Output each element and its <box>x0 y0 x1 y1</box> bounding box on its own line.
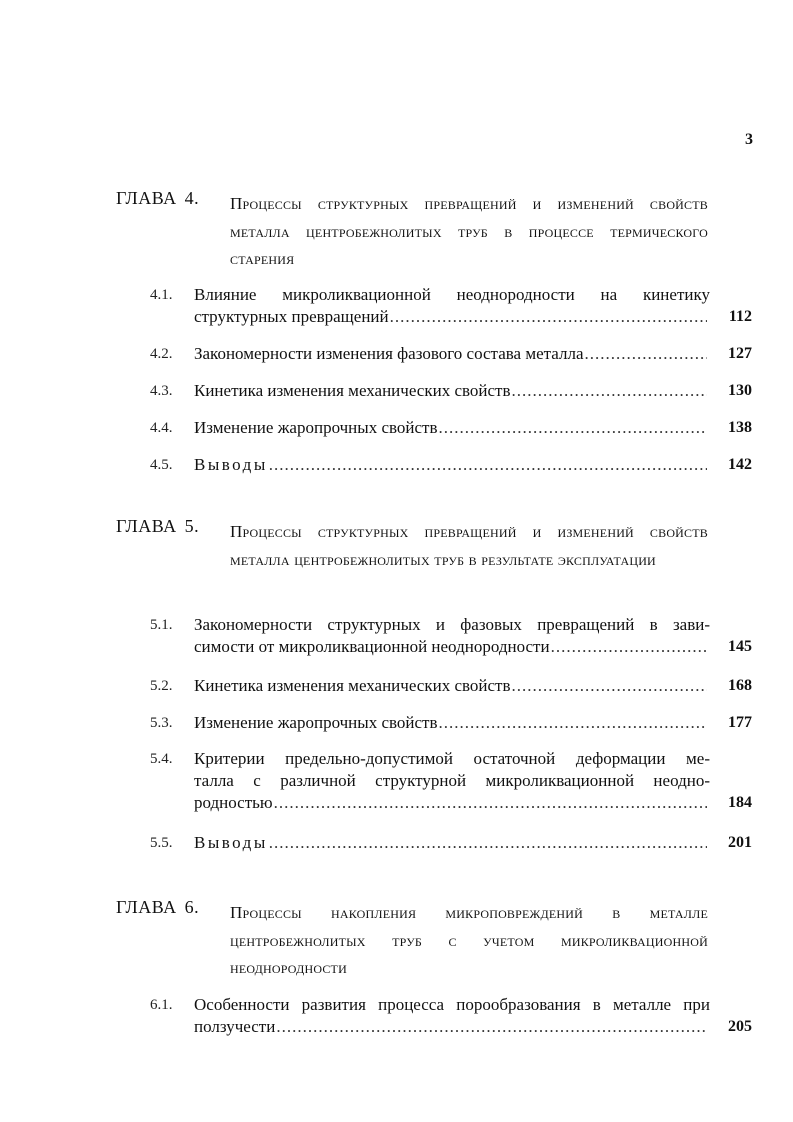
dot-leader <box>274 792 707 814</box>
entry-text: Кинетика изменения механических свойств <box>194 381 511 400</box>
entry-text: Закономерности структурных и фазовых превращений в зави- <box>194 615 710 634</box>
page-ref: 112 <box>728 308 752 325</box>
chapter-title: Процессы структурных превращений и изменений свойств металла центробежнолитых труб в процессе термического старения <box>230 194 708 268</box>
dot-leader <box>551 636 707 658</box>
page-ref: 205 <box>728 1018 752 1035</box>
entry-text: ползучести <box>194 1017 276 1036</box>
chapter-number: 6. <box>184 897 200 917</box>
entry-text: Выводы <box>194 455 268 474</box>
entry-text: симости от микроликвационной неоднородности <box>194 637 550 656</box>
section-number: 4.3. <box>150 383 173 399</box>
chapter-number: 4. <box>184 188 200 208</box>
chapter-label <box>116 897 199 918</box>
section-number: 5.2. <box>150 678 173 694</box>
entry-text: Изменение жаропрочных свойств <box>194 418 438 437</box>
dot-leader <box>390 306 707 328</box>
chapter-title: Процессы структурных превращений и изменений свойств металла центробежнолитых труб в результате эксплуатации <box>230 522 708 569</box>
entry-text: Выводы <box>194 833 268 852</box>
section-number: 4.1. <box>150 287 173 303</box>
chapter-word: ГЛАВА <box>116 188 177 208</box>
page-number: 3 <box>745 131 753 148</box>
section-number: 4.2. <box>150 346 173 362</box>
section-number: 6.1. <box>150 997 173 1013</box>
section-number: 4.5. <box>150 457 173 473</box>
section-number: 5.1. <box>150 617 173 633</box>
entry-text: Критерии предельно-допустимой остаточной деформации ме- <box>194 749 710 768</box>
entry-text: структурных превращений <box>194 307 389 326</box>
section-number: 5.5. <box>150 835 173 851</box>
dot-leader <box>269 832 707 854</box>
page-ref: 138 <box>728 419 752 436</box>
dot-leader <box>269 454 707 476</box>
dot-leader <box>439 712 707 734</box>
page-ref: 184 <box>728 794 752 811</box>
entry-text: Изменение жаропрочных свойств <box>194 713 438 732</box>
page-ref: 177 <box>728 714 752 731</box>
chapter-label <box>116 516 199 537</box>
chapter-word: ГЛАВА <box>116 516 177 536</box>
entry-text: Кинетика изменения механических свойств <box>194 676 511 695</box>
section-number: 4.4. <box>150 420 173 436</box>
dot-leader <box>276 1016 707 1038</box>
page-ref: 201 <box>728 834 752 851</box>
section-number: 5.3. <box>150 715 173 731</box>
chapter-title: Процессы накопления микроповреждений в металле центробежнолитых труб с учетом микроликвационной неоднородности <box>230 903 708 977</box>
chapter-word: ГЛАВА <box>116 897 177 917</box>
entry-text: талла с различной структурной микроликвационной неодно- <box>194 771 710 790</box>
entry-text: Закономерности изменения фазового состава металла <box>194 344 584 363</box>
page-ref: 142 <box>728 456 752 473</box>
dot-leader <box>512 380 707 402</box>
dot-leader <box>439 417 707 439</box>
page-ref: 127 <box>728 345 752 362</box>
dot-leader <box>585 343 708 365</box>
chapter-number: 5. <box>184 516 200 536</box>
entry-text: Влияние микроликвационной неоднородности на кинетику <box>194 285 710 304</box>
page-ref: 168 <box>728 677 752 694</box>
page-ref: 145 <box>728 638 752 655</box>
entry-text: Особенности развития процесса порообразования в металле при <box>194 995 710 1014</box>
page-ref: 130 <box>728 382 752 399</box>
dot-leader <box>512 675 707 697</box>
entry-text: родностью <box>194 793 273 812</box>
chapter-label <box>116 188 199 209</box>
section-number: 5.4. <box>150 751 173 767</box>
